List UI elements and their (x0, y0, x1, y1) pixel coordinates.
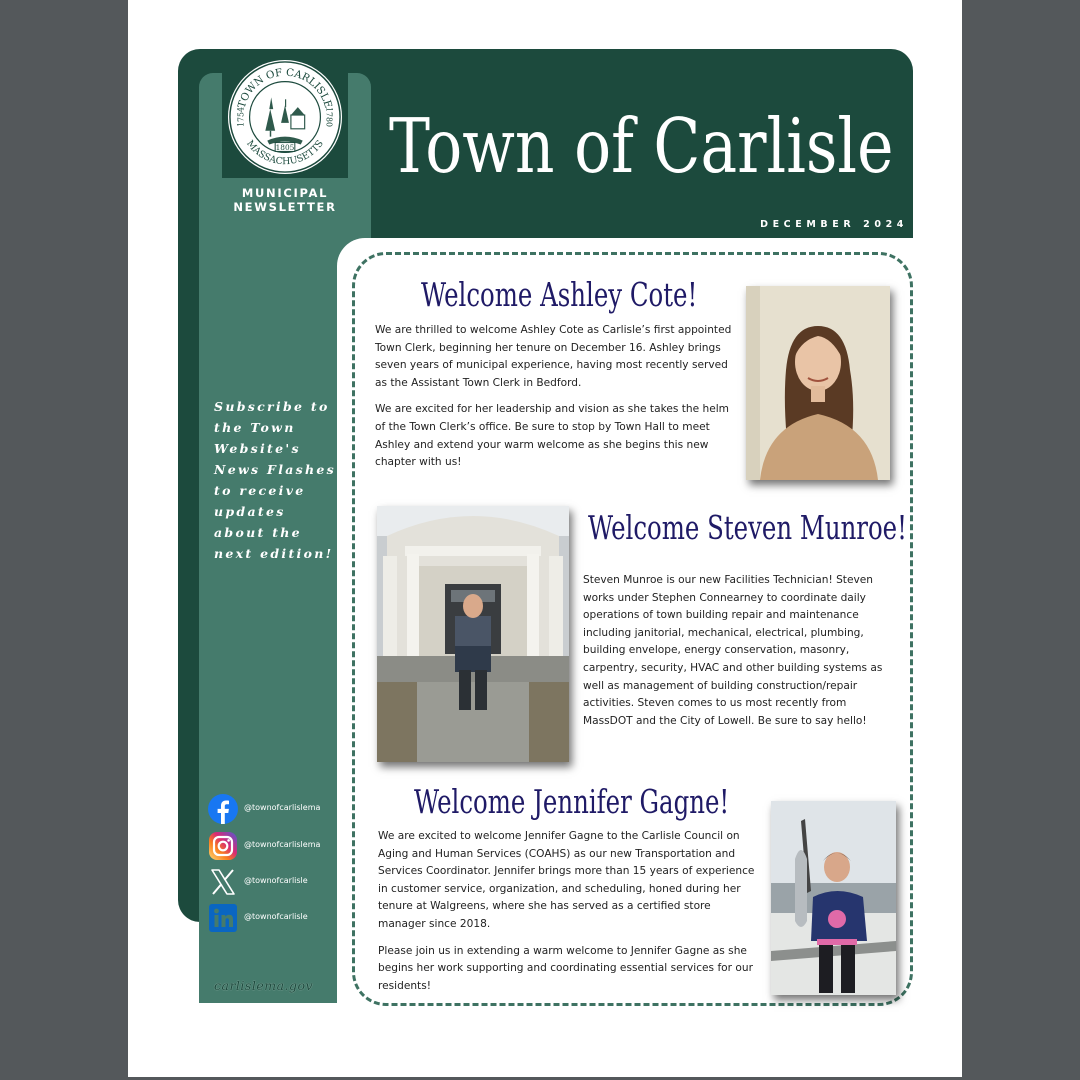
article-paragraph: Please join us in extending a warm welcome to Jennifer Gagne as she begins her work supporting and coordinating essential services for our residents! (378, 944, 753, 992)
article-body-steven (583, 572, 898, 739)
instagram-icon (208, 831, 238, 861)
facebook-icon (208, 794, 238, 824)
svg-text:1754: 1754 (236, 106, 246, 128)
article-heading-steven: Welcome Steven Munroe! (588, 508, 907, 547)
svg-text:1780: 1780 (324, 106, 334, 128)
article-paragraph: Steven Munroe is our new Facilities Technician! Steven works under Stephen Connearney to coordinate daily operations of town building repair and maintenance including janitorial, mechanical, electrical, plumbing, building envelope, energy conservation, masonry, carpentry, security, HVAC and other building systems as well as management of building construction/repair activities. Steven comes to us most recently from MassDOT and the City of Lowell. Be sure to say hello! (583, 574, 883, 727)
town-seal-logo (226, 58, 344, 176)
svg-text:1805: 1805 (275, 142, 295, 152)
newsletter-subtitle: MUNICIPAL NEWSLETTER (233, 186, 337, 214)
subscribe-line: updates (214, 504, 286, 519)
subscribe-line: the Town (214, 420, 296, 435)
article-heading-jennifer: Welcome Jennifer Gagne! (414, 782, 730, 821)
subscribe-line: about the (214, 525, 302, 540)
steven-munroe-photo (377, 506, 569, 762)
subscribe-line: next edition! (214, 546, 334, 561)
x-icon (208, 867, 238, 897)
linkedin-handle: @townofcarlisle (244, 912, 308, 921)
svg-text:TOWN OF CARLISLE: TOWN OF CARLISLE (235, 66, 335, 110)
subscribe-line: Subscribe to (214, 399, 330, 414)
page-title: Town of Carlisle (389, 102, 894, 190)
subscribe-line: to receive (214, 483, 306, 498)
article-heading-ashley: Welcome Ashley Cote! (421, 275, 698, 314)
issue-date: DECEMBER 2024 (760, 219, 908, 230)
linkedin-icon (208, 903, 238, 933)
svg-text:MASSACHUSETTS: MASSACHUSETTS (244, 138, 326, 168)
subscribe-line: Website's (214, 441, 301, 456)
instagram-handle: @townofcarlislema (244, 840, 321, 849)
website-link[interactable]: carlislema.gov (214, 978, 314, 993)
x-handle: @townofcarlisle (244, 876, 308, 885)
article-paragraph: We are thrilled to welcome Ashley Cote as Carlisle’s first appointed Town Clerk, beginning her tenure on December 16. Ashley brings seven years of municipal experience, having most recently served as the Assistant Town Clerk in Bedford. (375, 324, 732, 389)
subscribe-line: News Flashes (214, 462, 336, 477)
ashley-cote-photo (746, 286, 890, 480)
article-body-ashley (375, 322, 735, 481)
facebook-handle: @townofcarlislema (244, 803, 321, 812)
jennifer-gagne-photo (771, 801, 896, 995)
article-paragraph: We are excited to welcome Jennifer Gagne to the Carlisle Council on Aging and Human Services (COAHS) as our new Transportation and Services Coordinator. Jennifer brings more than 15 years of experience in customer service, organization, and scheduling, honed during her tenure at Walgreens, where she has served as a certified store manager since 2018. (378, 830, 755, 930)
article-paragraph: We are excited for her leadership and vision as she takes the helm of the Town Clerk’s office. Be sure to stop by Town Hall to meet Ashley and extend your warm welcome as she begins this new chapter with us! (375, 403, 729, 469)
article-body-jennifer (378, 828, 760, 1004)
